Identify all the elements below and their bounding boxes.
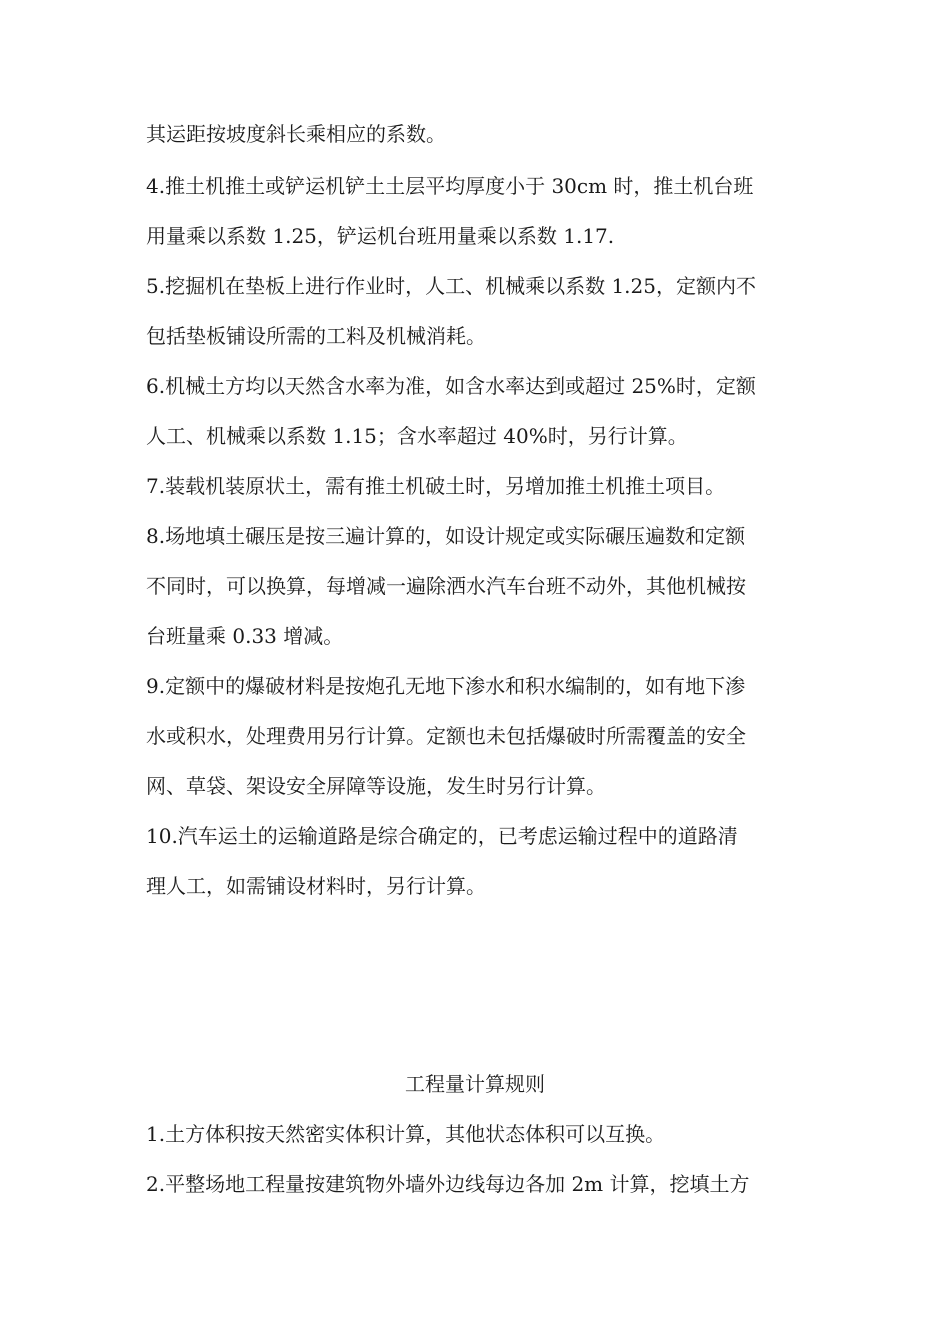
text-line: 6.机械土方均以天然含水率为准，如含水率达到或超过 25%时，定额 bbox=[146, 374, 756, 398]
text-line: 包括垫板铺设所需的工料及机械消耗。 bbox=[146, 324, 486, 348]
text-line: 其运距按坡度斜长乘相应的系数。 bbox=[146, 122, 446, 146]
text-line: 8.场地填土碾压是按三遍计算的，如设计规定或实际碾压遍数和定额 bbox=[146, 524, 746, 548]
section-heading: 工程量计算规则 bbox=[405, 1072, 545, 1096]
text-line: 1.土方体积按天然密实体积计算，其他状态体积可以互换。 bbox=[146, 1122, 666, 1146]
text-line: 网、草袋、架设安全屏障等设施，发生时另行计算。 bbox=[146, 774, 606, 798]
text-line: 5.挖掘机在垫板上进行作业时，人工、机械乘以系数 1.25，定额内不 bbox=[146, 274, 756, 298]
text-line: 7.装载机装原状土，需有推土机破土时，另增加推土机推土项目。 bbox=[146, 474, 726, 498]
text-line: 9.定额中的爆破材料是按炮孔无地下渗水和积水编制的，如有地下渗 bbox=[146, 674, 746, 698]
text-line: 4.推土机推土或铲运机铲土土层平均厚度小于 30cm 时，推土机台班 bbox=[146, 174, 754, 198]
text-line: 台班量乘 0.33 增减。 bbox=[146, 624, 344, 648]
text-line: 不同时，可以换算，每增减一遍除洒水汽车台班不动外，其他机械按 bbox=[146, 574, 746, 598]
text-line: 2.平整场地工程量按建筑物外墙外边线每边各加 2m 计算，挖填土方 bbox=[146, 1172, 750, 1196]
text-line: 10.汽车运土的运输道路是综合确定的，已考虑运输过程中的道路清 bbox=[146, 824, 738, 848]
text-line: 水或积水，处理费用另行计算。定额也未包括爆破时所需覆盖的安全 bbox=[146, 724, 746, 748]
text-line: 理人工，如需铺设材料时，另行计算。 bbox=[146, 874, 486, 898]
text-line: 人工、机械乘以系数 1.15；含水率超过 40%时，另行计算。 bbox=[146, 424, 688, 448]
text-line: 用量乘以系数 1.25，铲运机台班用量乘以系数 1.17. bbox=[146, 224, 615, 248]
